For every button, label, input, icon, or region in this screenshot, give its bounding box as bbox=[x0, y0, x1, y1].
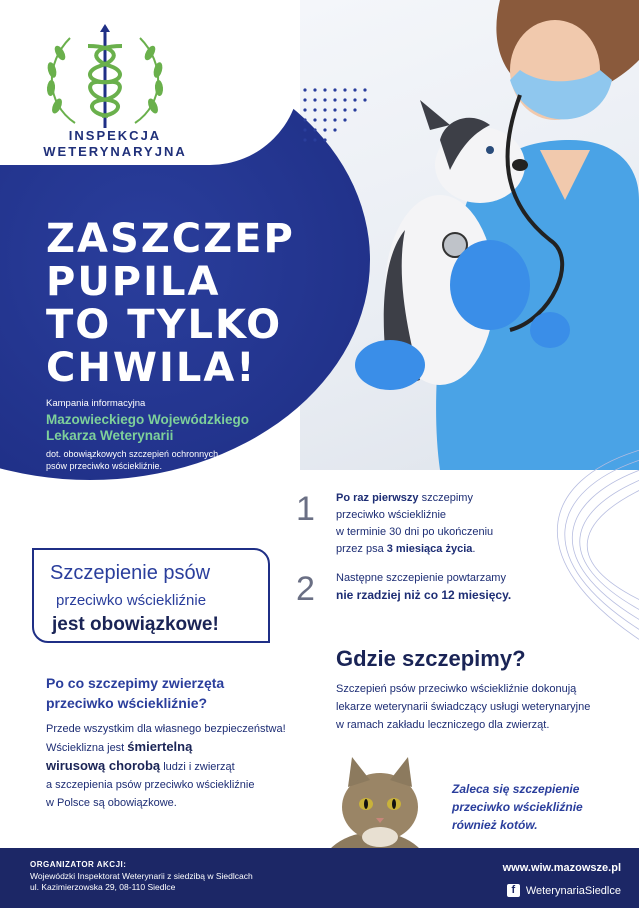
headline: ZASZCZEP PUPILA TO TYLKO CHWILA! bbox=[46, 216, 295, 391]
organizer-name: Wojewódzki Inspektorat Weterynarii z siedzibą w Siedlcach bbox=[30, 871, 253, 881]
organizer-address: ul. Kazimierzowska 29, 08-110 Siedlce bbox=[30, 882, 176, 892]
footer bbox=[0, 848, 639, 908]
why-text: Przede wszystkim dla własnego bezpieczeństwa! Wścieklizna jest śmiertelną wirusową chorobą ludzi i zwierząt a szczepienia psów przeciwko wściekliźnie w Polsce są obowiązkowe. bbox=[46, 723, 286, 809]
facebook-icon: f bbox=[507, 884, 520, 897]
website-link[interactable]: www.wiw.mazowsze.pl bbox=[502, 862, 621, 874]
logo-text: INSPEKCJA WETERYNARYJNA bbox=[43, 128, 187, 159]
why-title: Po co szczepimy zwierzęta przeciwko wściekliźnie? bbox=[46, 675, 225, 711]
where-title: Gdzie szczepimy? bbox=[336, 646, 526, 671]
wave-decoration bbox=[480, 440, 639, 660]
vaccination-required-box: Szczepienie psów przeciwko wściekliźnie jest obowiązkowe! bbox=[32, 548, 270, 643]
facebook-link[interactable]: f WeterynariaSiedlce bbox=[507, 884, 621, 897]
where-text: Szczepień psów przeciwko wściekliźnie dokonują lekarze weterynarii świadczący usługi weterynaryjne w ramach zakładu leczniczego dla zwierząt. bbox=[336, 683, 591, 731]
vet-with-puppy-illustration bbox=[350, 0, 639, 470]
campaign-info: Kampania informacyjna Mazowieckiego Wojewódzkiego Lekarza Weterynarii dot. obowiązkowych szczepień ochronnych psów przeciwko wściekliźnie. bbox=[46, 398, 250, 471]
cats-recommendation: Zaleca się szczepienie przeciwko wściekliźnie również kotów. bbox=[452, 782, 583, 832]
organizer-label: ORGANIZATOR AKCJI: bbox=[30, 860, 127, 869]
